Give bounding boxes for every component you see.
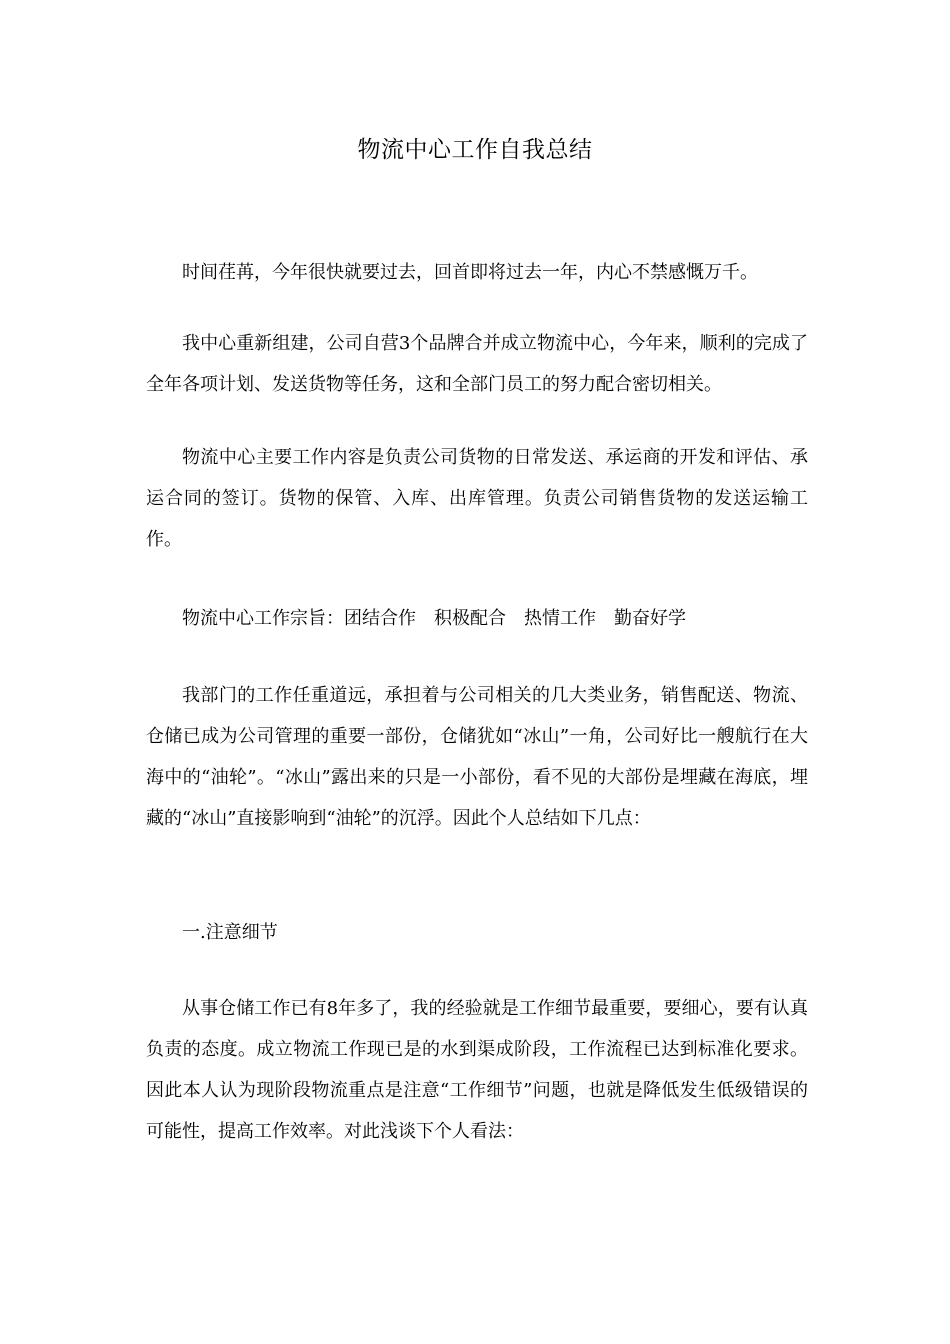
paragraph-iceberg-analogy: 我部门的工作任重道远，承担着与公司相关的几大类业务，销售配送、物流、仓储已成为公司管理的重要一部份，仓储犹如“冰山”一角，公司好比一艘航行在大海中的“油轮”。“冰山”露出来的只是一小部份，看不见的大部份是埋藏在海底，埋藏的“冰山”直接影响到“油轮”的沉浮。因此个人总结如下几点： [146,685,808,829]
document-title: 物流中心工作自我总结 [357,137,593,163]
paragraph-intro: 时间荏苒，今年很快就要过去，回首即将过去一年，内心不禁感慨万千。 [182,262,758,283]
paragraph-warehouse-experience: 从事仓储工作已有8年多了，我的经验就是工作细节最重要，要细心，要有认真负责的态度。成立物流工作现已是的水到渠成阶段，工作流程已达到标准化要求。因此本人认为现阶段物流重点是注意“工作细节”问题，也就是降低发生低级错误的可能性，提高工作效率。对此浅谈下个人看法： [146,998,808,1142]
paragraph-work-tenet: 物流中心工作宗旨：团结合作 积极配合 热情工作 勤奋好学 [182,608,686,629]
section-heading-attention-to-detail: 一.注意细节 [182,922,278,943]
paragraph-main-work: 物流中心主要工作内容是负责公司货物的日常发送、承运商的开发和评估、承运合同的签订。货物的保管、入库、出库管理。负责公司销售货物的发送运输工作。 [146,447,808,550]
paragraph-center-formation: 我中心重新组建，公司自营3个品牌合并成立物流中心，今年来，顺利的完成了全年各项计划、发送货物等任务，这和全部门员工的努力配合密切相关。 [146,333,808,395]
